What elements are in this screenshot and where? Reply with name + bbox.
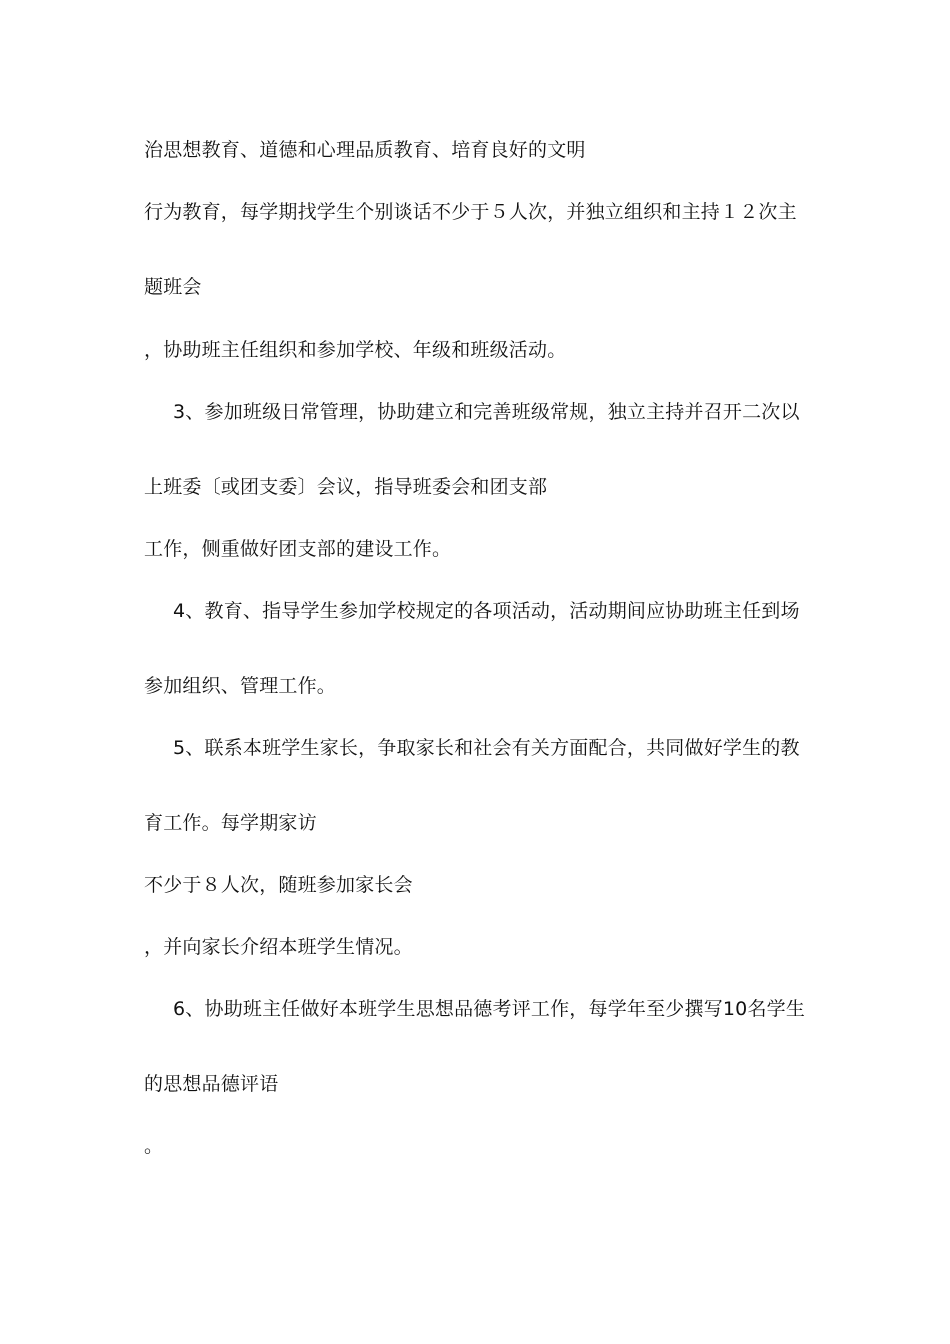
text-line: 不少于８人次，随班参加家长会 xyxy=(144,874,413,896)
numbered-item-4: 4、教育、指导学生参加学校规定的各项活动，活动期间应协助班主任到场 xyxy=(173,600,800,622)
text-line: 行为教育，每学期找学生个别谈话不少于５人次，并独立组织和主持１２次主 xyxy=(144,201,797,223)
text-line: ，协助班主任组织和参加学校、年级和班级活动。 xyxy=(144,339,567,361)
text-line: 。 xyxy=(144,1135,164,1157)
numbered-item-6: 6、协助班主任做好本班学生思想品德考评工作，每学年至少撰写10名学生 xyxy=(173,998,806,1020)
text-line: 参加组织、管理工作。 xyxy=(144,675,337,697)
numbered-item-3: 3、参加班级日常管理，协助建立和完善班级常规，独立主持并召开二次以 xyxy=(173,401,800,423)
text-line: ，并向家长介绍本班学生情况。 xyxy=(144,936,413,958)
text-line: 上班委〔或团支委〕会议，指导班委会和团支部 xyxy=(144,476,548,498)
text-line: 的思想品德评语 xyxy=(144,1073,279,1095)
numbered-item-5: 5、联系本班学生家长，争取家长和社会有关方面配合，共同做好学生的教 xyxy=(173,737,800,759)
text-line: 育工作。每学期家访 xyxy=(144,812,317,834)
text-line: 工作，侧重做好团支部的建设工作。 xyxy=(144,538,452,560)
text-line: 题班会 xyxy=(144,276,202,298)
text-line: 治思想教育、道德和心理品质教育、培育良好的文明 xyxy=(144,139,586,161)
